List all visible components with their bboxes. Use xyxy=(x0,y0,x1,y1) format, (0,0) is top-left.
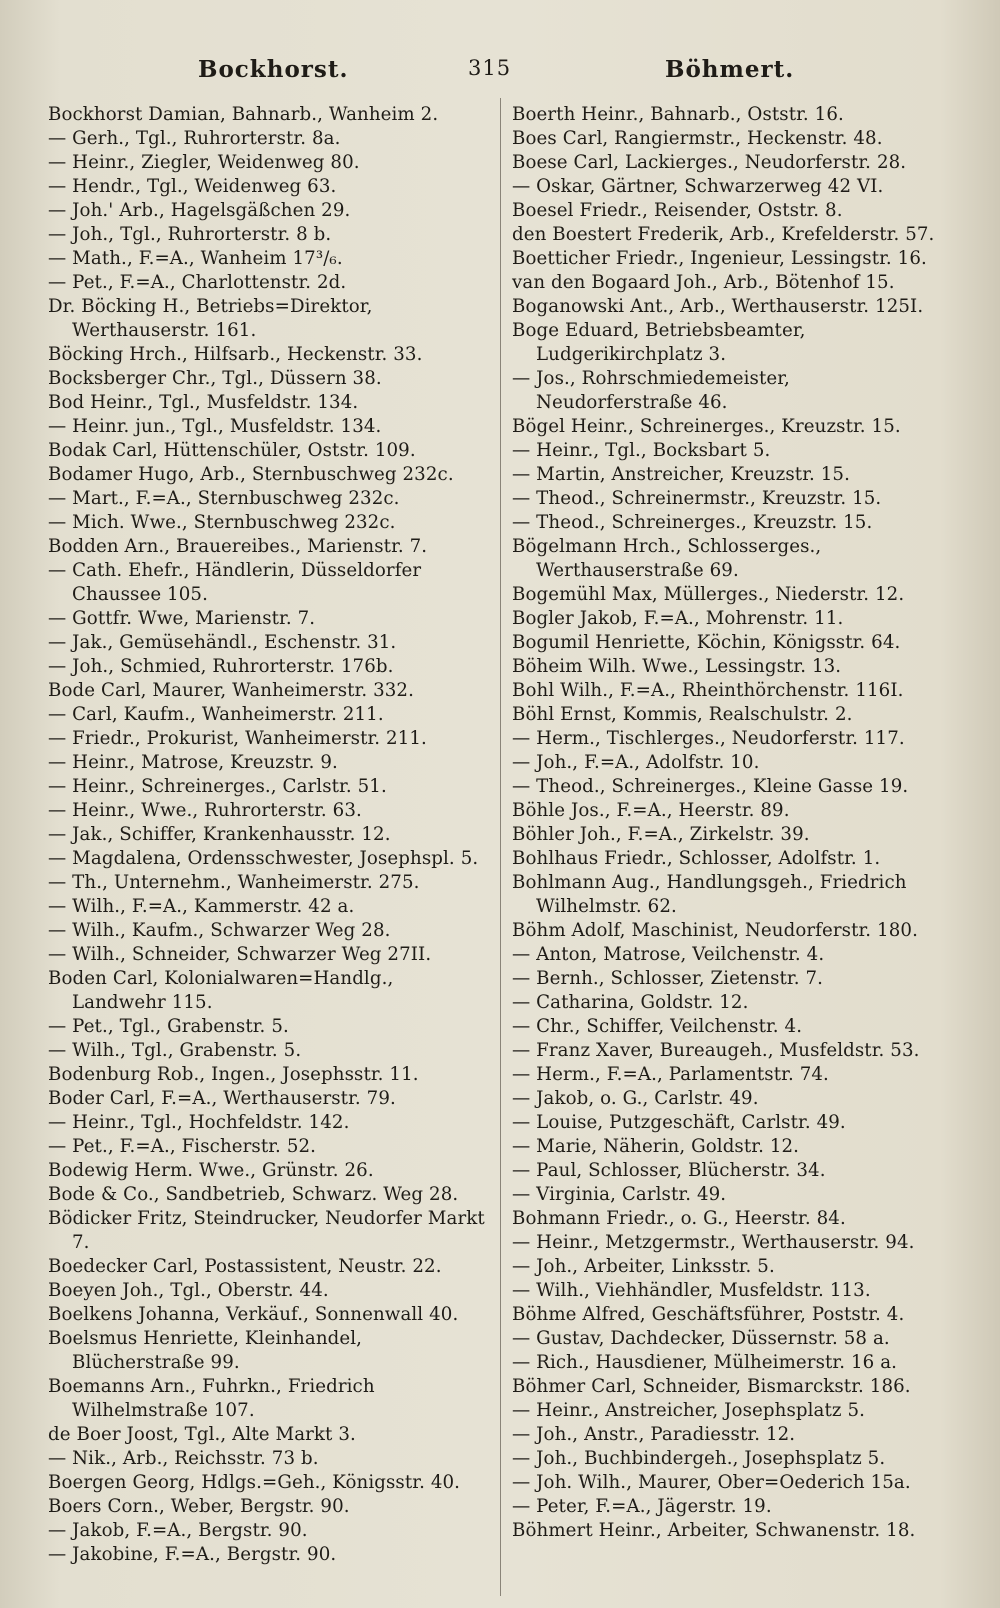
header-last-name: Böhmert. xyxy=(665,56,795,83)
directory-entry: Bohl Wilh., F.=A., Rheinthörchenstr. 116I. xyxy=(512,680,904,701)
directory-entry: Boes Carl, Rangiermstr., Heckenstr. 48. xyxy=(512,128,883,149)
directory-entry: Boese Carl, Lackierges., Neudorferstr. 28. xyxy=(512,152,907,173)
directory-entry: — Joh., Schmied, Ruhrorterstr. 176b. xyxy=(48,656,394,677)
directory-entry: — Joh., Anstr., Paradiesstr. 12. xyxy=(512,1424,796,1445)
directory-entry: Bogler Jakob, F.=A., Mohrenstr. 11. xyxy=(512,608,844,629)
directory-entry: — Martin, Anstreicher, Kreuzstr. 15. xyxy=(512,464,850,485)
directory-entry: — Heinr., Anstreicher, Josephsplatz 5. xyxy=(512,1400,866,1421)
directory-entry: — Joh., Buchbindergeh., Josephsplatz 5. xyxy=(512,1448,886,1469)
directory-entry: — Joh., Tgl., Ruhrorterstr. 8 b. xyxy=(48,224,332,245)
directory-entry: — Jak., Gemüsehändl., Eschenstr. 31. xyxy=(48,632,397,653)
directory-entry: — Gustav, Dachdecker, Düssernstr. 58 a. xyxy=(512,1328,890,1349)
directory-entry: Boganowski Ant., Arb., Werthauserstr. 125I. xyxy=(512,296,924,317)
directory-entry: — Oskar, Gärtner, Schwarzerweg 42 VI. xyxy=(512,176,884,197)
directory-entry: — Bernh., Schlosser, Zietenstr. 7. xyxy=(512,968,824,989)
directory-entry: — Pet., F.=A., Fischerstr. 52. xyxy=(48,1136,317,1157)
directory-entry: — Jos., Rohrschmiedemeister, Neudorferstraße 46. xyxy=(512,368,790,413)
directory-entry: Boers Corn., Weber, Bergstr. 90. xyxy=(48,1496,350,1517)
directory-entry: Bödicker Fritz, Steindrucker, Neudorfer Markt 7. xyxy=(48,1208,485,1253)
directory-entry: — Magdalena, Ordensschwester, Josephspl. 5. xyxy=(48,848,479,869)
directory-entry: Bodamer Hugo, Arb., Sternbuschweg 232c. xyxy=(48,464,454,485)
directory-entry: — Gottfr. Wwe, Marienstr. 7. xyxy=(48,608,316,629)
directory-entry: — Theod., Schreinerges., Kreuzstr. 15. xyxy=(512,512,873,533)
directory-entry: — Joh., F.=A., Adolfstr. 10. xyxy=(512,752,760,773)
directory-entry: — Catharina, Goldstr. 12. xyxy=(512,992,749,1013)
directory-entry: Bögel Heinr., Schreinerges., Kreuzstr. 15. xyxy=(512,416,901,437)
directory-entry: Boder Carl, F.=A., Werthauserstr. 79. xyxy=(48,1088,396,1109)
directory-entry: — Heinr. jun., Tgl., Musfeldstr. 134. xyxy=(48,416,382,437)
page-header xyxy=(40,56,960,90)
directory-entry: Böhmert Heinr., Arbeiter, Schwanenstr. 18. xyxy=(512,1520,916,1541)
directory-entry: Böheim Wilh. Wwe., Lessingstr. 13. xyxy=(512,656,842,677)
directory-entry: — Mart., F.=A., Sternbuschweg 232c. xyxy=(48,488,400,509)
directory-entry: Bögelmann Hrch., Schlosserges., Werthauserstraße 69. xyxy=(512,536,822,581)
directory-entry: Bodak Carl, Hüttenschüler, Oststr. 109. xyxy=(48,440,416,461)
directory-entry: — Peter, F.=A., Jägerstr. 19. xyxy=(512,1496,772,1517)
directory-entry: Boden Carl, Kolonialwaren=Handlg., Landwehr 115. xyxy=(48,968,394,1013)
directory-entry: den Boestert Frederik, Arb., Krefelderstr. 57. xyxy=(512,224,935,245)
directory-entry: — Rich., Hausdiener, Mülheimerstr. 16 a. xyxy=(512,1352,898,1373)
directory-entry: — Marie, Näherin, Goldstr. 12. xyxy=(512,1136,800,1157)
directory-entry: — Jakobine, F.=A., Bergstr. 90. xyxy=(48,1544,337,1565)
directory-entry: — Jak., Schiffer, Krankenhausstr. 12. xyxy=(48,824,391,845)
directory-entry: Boedecker Carl, Postassistent, Neustr. 22. xyxy=(48,1256,442,1277)
directory-entry: Boeyen Joh., Tgl., Oberstr. 44. xyxy=(48,1280,329,1301)
directory-entry: — Wilh., Tgl., Grabenstr. 5. xyxy=(48,1040,302,1061)
directory-entry: — Louise, Putzgeschäft, Carlstr. 49. xyxy=(512,1112,846,1133)
directory-entry: — Jakob, o. G., Carlstr. 49. xyxy=(512,1088,759,1109)
left-column xyxy=(48,103,488,1567)
directory-entry: — Chr., Schiffer, Veilchenstr. 4. xyxy=(512,1016,803,1037)
directory-entry: Bod Heinr., Tgl., Musfeldstr. 134. xyxy=(48,392,359,413)
directory-entry: Bockhorst Damian, Bahnarb., Wanheim 2. xyxy=(48,104,439,125)
directory-entry: — Math., F.=A., Wanheim 17³/₆. xyxy=(48,248,343,269)
directory-entry: — Theod., Schreinerges., Kleine Gasse 19. xyxy=(512,776,909,797)
directory-entry: — Joh. Wilh., Maurer, Ober=Oederich 15a. xyxy=(512,1472,911,1493)
directory-entry: — Heinr., Metzgermstr., Werthauserstr. 94. xyxy=(512,1232,915,1253)
directory-entry: Boesel Friedr., Reisender, Oststr. 8. xyxy=(512,200,843,221)
directory-entry: Böhle Jos., F.=A., Heerstr. 89. xyxy=(512,800,790,821)
directory-entry: — Anton, Matrose, Veilchenstr. 4. xyxy=(512,944,825,965)
directory-entry: — Th., Unternehm., Wanheimerstr. 275. xyxy=(48,872,420,893)
column-divider xyxy=(500,98,501,1596)
directory-entry: Boergen Georg, Hdlgs.=Geh., Königsstr. 40. xyxy=(48,1472,461,1493)
directory-entry: Boelkens Johanna, Verkäuf., Sonnenwall 40. xyxy=(48,1304,459,1325)
directory-entry: Bodewig Herm. Wwe., Grünstr. 26. xyxy=(48,1160,374,1181)
directory-entry: Bode Carl, Maurer, Wanheimerstr. 332. xyxy=(48,680,414,701)
directory-entry: Bodden Arn., Brauereibes., Marienstr. 7. xyxy=(48,536,428,557)
directory-entry: Bohlmann Aug., Handlungsgeh., Friedrich Wilhelmstr. 62. xyxy=(512,872,907,917)
directory-entry: van den Bogaard Joh., Arb., Bötenhof 15. xyxy=(512,272,895,293)
directory-entry: — Heinr., Ziegler, Weidenweg 80. xyxy=(48,152,360,173)
directory-entry: — Pet., F.=A., Charlottenstr. 2d. xyxy=(48,272,347,293)
directory-entry: — Mich. Wwe., Sternbuschweg 232c. xyxy=(48,512,396,533)
directory-entry: — Wilh., Kaufm., Schwarzer Weg 28. xyxy=(48,920,391,941)
right-column xyxy=(512,103,952,1543)
directory-entry: — Virginia, Carlstr. 49. xyxy=(512,1184,727,1205)
directory-entry: Böhmer Carl, Schneider, Bismarckstr. 186. xyxy=(512,1376,911,1397)
directory-entry: — Friedr., Prokurist, Wanheimerstr. 211. xyxy=(48,728,427,749)
directory-entry: — Herm., Tischlerges., Neudorferstr. 117. xyxy=(512,728,905,749)
directory-entry: Bohlhaus Friedr., Schlosser, Adolfstr. 1. xyxy=(512,848,881,869)
directory-entry: Boge Eduard, Betriebsbeamter, Ludgerikirchplatz 3. xyxy=(512,320,806,365)
directory-entry: — Jakob, F.=A., Bergstr. 90. xyxy=(48,1520,308,1541)
directory-entry: Boerth Heinr., Bahnarb., Oststr. 16. xyxy=(512,104,844,125)
directory-entry: de Boer Joost, Tgl., Alte Markt 3. xyxy=(48,1424,356,1445)
directory-entry: Bodenburg Rob., Ingen., Josephsstr. 11. xyxy=(48,1064,419,1085)
directory-entry: — Paul, Schlosser, Blücherstr. 34. xyxy=(512,1160,826,1181)
directory-entry: Böhm Adolf, Maschinist, Neudorferstr. 180. xyxy=(512,920,918,941)
directory-entry: — Nik., Arb., Reichsstr. 73 b. xyxy=(48,1448,319,1469)
directory-entry: Bode & Co., Sandbetrieb, Schwarz. Weg 28. xyxy=(48,1184,459,1205)
directory-entry: Bogemühl Max, Müllerges., Niederstr. 12. xyxy=(512,584,905,605)
directory-entry: — Carl, Kaufm., Wanheimerstr. 211. xyxy=(48,704,384,725)
directory-entry: — Theod., Schreinermstr., Kreuzstr. 15. xyxy=(512,488,882,509)
directory-entry: — Franz Xaver, Bureaugeh., Musfeldstr. 53. xyxy=(512,1040,920,1061)
directory-entry: Böhler Joh., F.=A., Zirkelstr. 39. xyxy=(512,824,810,845)
directory-entry: — Heinr., Wwe., Ruhrorterstr. 63. xyxy=(48,800,362,821)
header-first-name: Bockhorst. xyxy=(198,56,349,83)
directory-entry: — Gerh., Tgl., Ruhrorterstr. 8a. xyxy=(48,128,341,149)
directory-entry: Böhl Ernst, Kommis, Realschulstr. 2. xyxy=(512,704,853,725)
directory-entry: — Wilh., Viehhändler, Musfeldstr. 113. xyxy=(512,1280,871,1301)
directory-entry: — Heinr., Tgl., Bocksbart 5. xyxy=(512,440,771,461)
directory-entry: — Pet., Tgl., Grabenstr. 5. xyxy=(48,1016,289,1037)
page-number: 315 xyxy=(468,56,512,80)
directory-entry: — Wilh., F.=A., Kammerstr. 42 a. xyxy=(48,896,355,917)
directory-entry: — Cath. Ehefr., Händlerin, Düsseldorfer Chaussee 105. xyxy=(48,560,422,605)
directory-entry: — Herm., F.=A., Parlamentstr. 74. xyxy=(512,1064,829,1085)
directory-entry: Boelsmus Henriette, Kleinhandel, Blücherstraße 99. xyxy=(48,1328,363,1373)
directory-entry: — Heinr., Tgl., Hochfeldstr. 142. xyxy=(48,1112,350,1133)
directory-entry: Boetticher Friedr., Ingenieur, Lessingstr. 16. xyxy=(512,248,927,269)
directory-entry: — Joh., Arbeiter, Linksstr. 5. xyxy=(512,1256,775,1277)
directory-entry: — Joh.' Arb., Hagelsgäßchen 29. xyxy=(48,200,351,221)
directory-entry: — Heinr., Schreinerges., Carlstr. 51. xyxy=(48,776,387,797)
directory-entry: Böhme Alfred, Geschäftsführer, Poststr. 4. xyxy=(512,1304,905,1325)
directory-entry: Bogumil Henriette, Köchin, Königsstr. 64. xyxy=(512,632,901,653)
directory-entry: — Hendr., Tgl., Weidenweg 63. xyxy=(48,176,337,197)
directory-entry: — Wilh., Schneider, Schwarzer Weg 27II. xyxy=(48,944,432,965)
directory-entry: Bocksberger Chr., Tgl., Düssern 38. xyxy=(48,368,382,389)
directory-entry: Boemanns Arn., Fuhrkn., Friedrich Wilhelmstraße 107. xyxy=(48,1376,375,1421)
directory-entry: Bohmann Friedr., o. G., Heerstr. 84. xyxy=(512,1208,846,1229)
directory-entry: — Heinr., Matrose, Kreuzstr. 9. xyxy=(48,752,338,773)
directory-entry: Böcking Hrch., Hilfsarb., Heckenstr. 33. xyxy=(48,344,423,365)
directory-entry: Dr. Böcking H., Betriebs=Direktor, Werthauserstr. 161. xyxy=(48,296,373,341)
